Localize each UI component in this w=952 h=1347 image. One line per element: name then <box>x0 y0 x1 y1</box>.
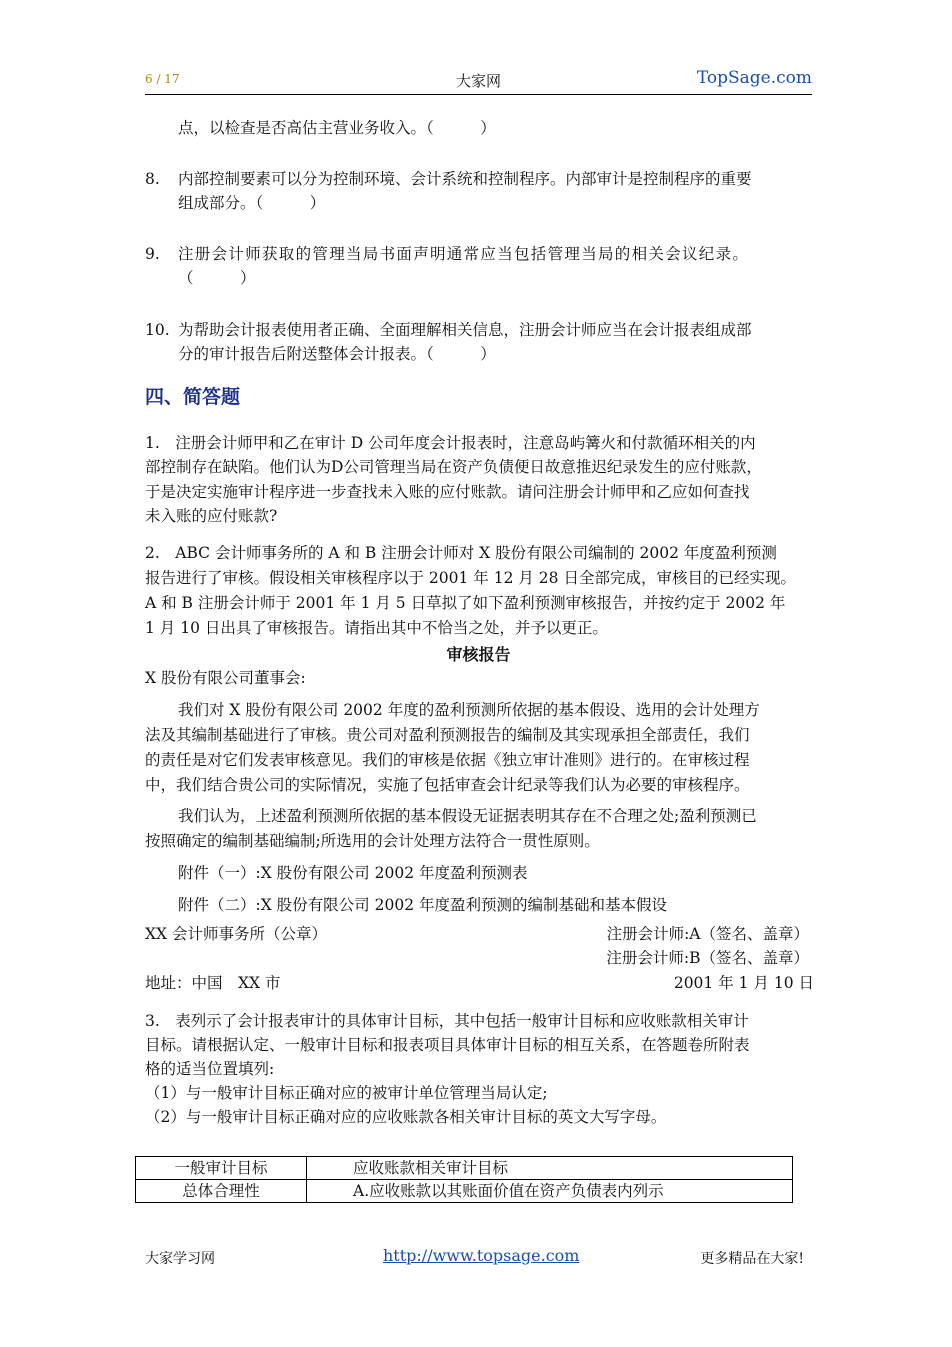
footer-right: 更多精品在大家! <box>700 1251 804 1267</box>
report-title: 审核报告 <box>446 645 511 664</box>
item-9-number: 9. <box>145 245 160 263</box>
q2-line-2: 报告进行了审核。假设相关审核程序以于 2001 年 12 月 28 日全部完成，审核目的已经实现。 <box>145 569 796 587</box>
report-paragraph-2-line-2: 按照确定的编制基础编制;所选用的会计处理方法符合一贯性原则。 <box>145 832 600 850</box>
report-paragraph-1-line-4: 中，我们结合贵公司的实际情况，实施了包括审查会计纪录等我们认为必要的审核程序。 <box>145 776 750 794</box>
item-10-line-2: 分的审计报告后附送整体会计报表。（ ） <box>178 345 496 363</box>
item-10-line-1: 为帮助会计报表使用者正确、全面理解相关信息，注册会计师应当在会计报表组成部 <box>178 321 752 339</box>
q3-line-4: （1）与一般审计目标正确对应的被审计单位管理当局认定; <box>145 1084 548 1102</box>
firm-seal: XX 会计师事务所（公章） <box>145 925 327 943</box>
q3-line-2: 目标。请根据认定、一般审计目标和报表项目具体审计目标的相互关系，在答题卷所附表 <box>145 1036 750 1054</box>
report-paragraph-1-line-1: 我们对 X 股份有限公司 2002 年度的盈利预测所依据的基本假设、选用的会计处理方 <box>178 701 760 719</box>
report-address: 地址：中国 XX 市 <box>145 974 281 992</box>
table-row <box>136 1180 793 1203</box>
report-addressee: X 股份有限公司董事会: <box>145 669 306 687</box>
table-header-cell: 一般审计目标 <box>136 1157 307 1180</box>
report-paragraph-2-line-1: 我们认为，上述盈利预测所依据的基本假设无证据表明其存在不合理之处;盈利预测已 <box>178 807 757 825</box>
cpa-b-signature: 注册会计师:B（签名、盖章） <box>606 949 809 967</box>
q1-line-2: 部控制存在缺陷。他们认为D公司管理当局在资产负债便日故意推迟纪录发生的应付账款， <box>145 458 762 476</box>
footer-link[interactable]: http://www.topsage.com <box>383 1246 580 1265</box>
footer-left: 大家学习网 <box>145 1251 215 1267</box>
item-10-number: 10. <box>145 321 170 339</box>
q1-line-4: 未入账的应付账款? <box>145 507 278 525</box>
page-number: 6 / 17 <box>145 72 180 86</box>
page-header <box>145 68 812 95</box>
q1-line-3: 于是决定实施审计程序进一步查找未入账的应付账款。请问注册会计师甲和乙应如何查找 <box>145 483 750 501</box>
table-header-cell: 应收账款相关审计目标 <box>307 1157 793 1180</box>
item-8-line-2: 组成部分。（ ） <box>178 194 326 212</box>
report-paragraph-1-line-3: 的责任是对它们发表审核意见。我们的审核是依据《独立审计准则》进行的。在审核过程 <box>145 751 750 769</box>
attachment-2: 附件（二）:X 股份有限公司 2002 年度盈利预测的编制基础和基本假设 <box>178 896 667 914</box>
header-brand: TopSage.com <box>696 68 812 88</box>
item-9-line-2: （ ） <box>178 269 256 287</box>
q2-line-3: A 和 B 注册会计师于 2001 年 1 月 5 日草拟了如下盈利预测审核报告，并按约定于 2002 年 <box>145 594 786 612</box>
table-cell: 总体合理性 <box>136 1180 307 1203</box>
q3-line-1: 3. 表列示了会计报表审计的具体审计目标，其中包括一般审计目标和应收账款相关审计 <box>145 1012 749 1030</box>
item-8-number: 8. <box>145 170 160 188</box>
item-8-line-1: 内部控制要素可以分为控制环境、会计系统和控制程序。内部审计是控制程序的重要 <box>178 170 752 188</box>
section-heading: 四、简答题 <box>145 386 241 408</box>
item-9-line-1: 注册会计师获取的管理当局书面声明通常应当包括管理当局的相关会议纪录。 <box>178 245 750 263</box>
table-cell: A.应收账款以其账面价值在资产负债表内列示 <box>307 1180 793 1203</box>
table-header-row <box>136 1157 793 1180</box>
q3-line-3: 格的适当位置填列: <box>145 1060 275 1078</box>
audit-objectives-table <box>135 1156 793 1203</box>
item-7-continuation: 点，以检查是否高估主营业务收入。（ ） <box>178 119 496 137</box>
header-site-name: 大家网 <box>455 72 501 90</box>
report-paragraph-1-line-2: 法及其编制基础进行了审核。贵公司对盈利预测报告的编制及其实现承担全部责任，我们 <box>145 726 750 744</box>
report-date: 2001 年 1 月 10 日 <box>673 974 814 992</box>
attachment-1: 附件（一）:X 股份有限公司 2002 年度盈利预测表 <box>178 864 528 882</box>
q2-line-4: 1 月 10 日出具了审核报告。请指出其中不恰当之处，并予以更正。 <box>145 619 608 637</box>
q2-line-1: 2. ABC 会计师事务所的 A 和 B 注册会计师对 X 股份有限公司编制的 2002 年度盈利预测 <box>145 544 777 562</box>
q3-line-5: （2）与一般审计目标正确对应的应收账款各相关审计目标的英文大写字母。 <box>145 1108 667 1126</box>
q1-line-1: 1. 注册会计师甲和乙在审计 D 公司年度会计报表时，注意岛屿篝火和付款循环相关的内 <box>145 434 756 452</box>
cpa-a-signature: 注册会计师:A（签名、盖章） <box>606 925 809 943</box>
